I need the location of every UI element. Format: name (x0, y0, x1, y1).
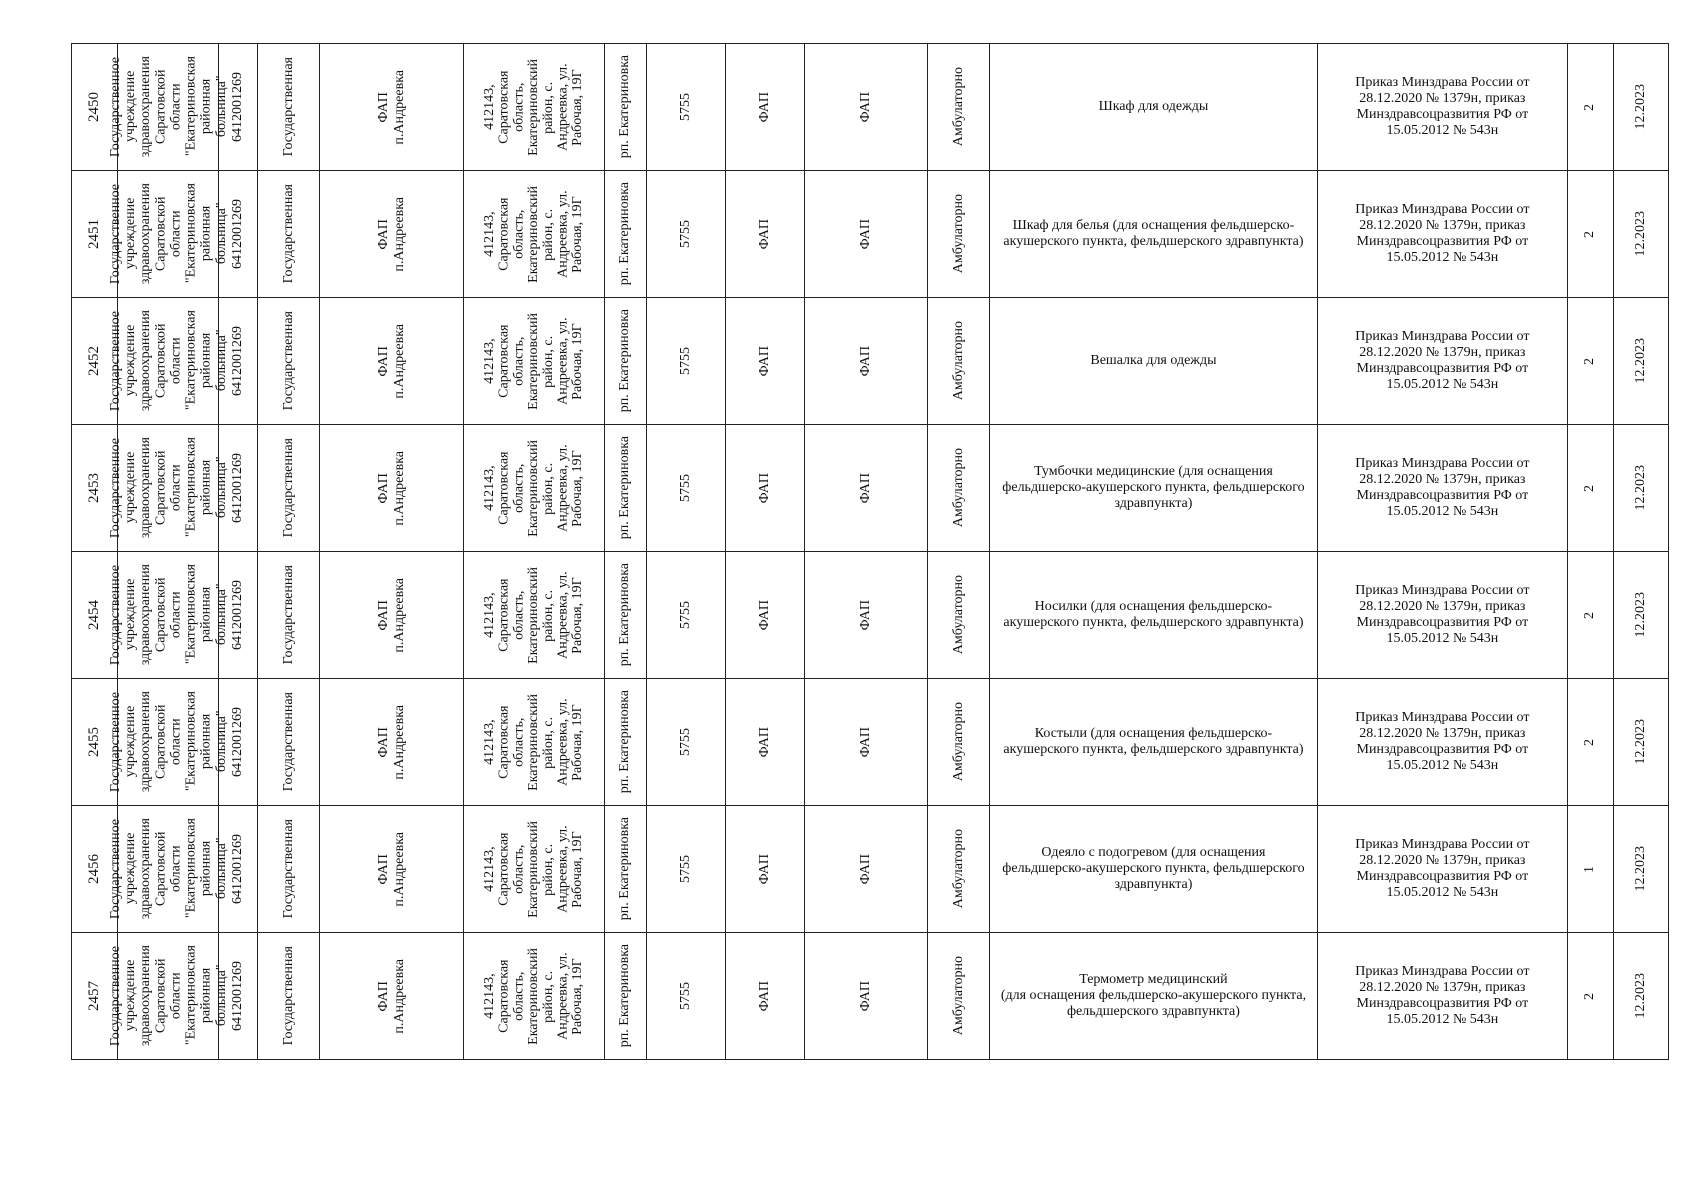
care-mode-cell (928, 171, 990, 298)
ownership-form-cell (258, 44, 320, 171)
ownership-form-cell (258, 298, 320, 425)
unit-type-text: ФАП (756, 345, 772, 377)
care-mode-text: Амбулаторно (950, 194, 966, 274)
organization-text: Государственное учреждение здравоохранения Саратовской области "Екатериновская районная больница" (107, 56, 229, 158)
due-date-text: 12.2023 (1632, 973, 1648, 1019)
legal-basis-cell: Приказ Минздрава России от 28.12.2020 № 1379н, приказ Минздравсоцразвития РФ от 15.05.2012 № 543н (1317, 933, 1567, 1060)
inn-text: 6412001269 (230, 326, 246, 396)
legal-basis-cell: Приказ Минздрава России от 28.12.2020 № 1379н, приказ Минздравсоцразвития РФ от 15.05.2012 № 543н (1317, 425, 1567, 552)
code-text: 5755 (677, 982, 693, 1010)
due-date-cell (1613, 171, 1668, 298)
ownership-form-cell (258, 552, 320, 679)
unit-name-text: ФАП п.Андреевка (375, 450, 407, 526)
legal-basis-cell: Приказ Минздрава России от 28.12.2020 № 1379н, приказ Минздравсоцразвития РФ от 15.05.2012 № 543н (1317, 171, 1567, 298)
care-mode-cell (928, 806, 990, 933)
unit-name-text: ФАП п.Андреевка (375, 831, 407, 907)
due-date-cell (1613, 44, 1668, 171)
legal-basis-cell: Приказ Минздрава России от 28.12.2020 № 1379н, приказ Минздравсоцразвития РФ от 15.05.2012 № 543н (1317, 552, 1567, 679)
code-text: 5755 (677, 347, 693, 375)
organization-cell (107, 298, 229, 425)
care-mode-text: Амбулаторно (950, 575, 966, 655)
care-mode-cell (928, 679, 990, 806)
table-row (72, 933, 1669, 1060)
inn-text: 6412001269 (230, 580, 246, 650)
unit-name-cell (320, 425, 464, 552)
care-mode-cell (928, 298, 990, 425)
unit-subtype-cell (804, 933, 928, 1060)
unit-name-cell (320, 806, 464, 933)
unit-type-cell (725, 552, 804, 679)
code-cell (646, 44, 725, 171)
unit-name-text: ФАП п.Андреевка (375, 69, 407, 145)
ownership-form-cell (258, 933, 320, 1060)
equipment-name-cell: Шкаф для белья (для оснащения фельдшерско-акушерского пункта, фельдшерского здравпункта) (990, 171, 1317, 298)
address-text: 412143, Саратовская область, Екатериновский район, с. Андреевка, ул. Рабочая, 19Г (482, 439, 586, 537)
unit-type-text: ФАП (756, 472, 772, 504)
inn-text: 6412001269 (230, 707, 246, 777)
ownership-form-cell (258, 171, 320, 298)
quantity-cell (1568, 44, 1614, 171)
due-date-text: 12.2023 (1632, 338, 1648, 384)
organization-cell (107, 171, 229, 298)
equipment-name-cell: Тумбочки медицинские (для оснащения фельдшерско-акушерского пункта, фельдшерского здравпункта) (990, 425, 1317, 552)
organization-text: Государственное учреждение здравоохранения Саратовской области "Екатериновская районная больница" (107, 437, 229, 539)
unit-type-cell (725, 425, 804, 552)
table-row (72, 552, 1669, 679)
unit-name-text: ФАП п.Андреевка (375, 704, 407, 780)
unit-subtype-text: ФАП (858, 599, 874, 631)
due-date-cell (1613, 552, 1668, 679)
table-row (72, 425, 1669, 552)
inn-text: 6412001269 (230, 199, 246, 269)
ownership-form-text: Государственная (280, 946, 296, 1046)
code-text: 5755 (677, 220, 693, 248)
ownership-form-cell (258, 679, 320, 806)
unit-name-cell (320, 552, 464, 679)
locality-text: рп. Екатериновка (617, 817, 633, 921)
quantity-text: 2 (1582, 230, 1598, 238)
locality-cell (605, 806, 646, 933)
due-date-text: 12.2023 (1632, 84, 1648, 130)
unit-type-cell (725, 806, 804, 933)
code-text: 5755 (677, 93, 693, 121)
unit-type-text: ФАП (756, 853, 772, 885)
unit-name-cell (320, 298, 464, 425)
row-number-text: 2454 (85, 600, 102, 630)
quantity-text: 2 (1582, 357, 1598, 365)
unit-name-cell (320, 44, 464, 171)
address-text: 412143, Саратовская область, Екатериновский район, с. Андреевка, ул. Рабочая, 19Г (482, 820, 586, 918)
unit-type-cell (725, 171, 804, 298)
care-mode-text: Амбулаторно (950, 702, 966, 782)
quantity-text: 2 (1582, 738, 1598, 746)
unit-name-text: ФАП п.Андреевка (375, 196, 407, 272)
care-mode-cell (928, 552, 990, 679)
due-date-text: 12.2023 (1632, 846, 1648, 892)
code-text: 5755 (677, 474, 693, 502)
address-cell (464, 44, 605, 171)
quantity-cell (1568, 171, 1614, 298)
unit-subtype-cell (804, 425, 928, 552)
locality-text: рп. Екатериновка (617, 182, 633, 286)
locality-cell (605, 679, 646, 806)
ownership-form-text: Государственная (280, 438, 296, 538)
due-date-text: 12.2023 (1632, 592, 1648, 638)
unit-subtype-text: ФАП (858, 91, 874, 123)
unit-type-text: ФАП (756, 218, 772, 250)
address-cell (464, 679, 605, 806)
unit-subtype-cell (804, 171, 928, 298)
address-cell (464, 298, 605, 425)
organization-cell (107, 806, 229, 933)
legal-basis-cell: Приказ Минздрава России от 28.12.2020 № 1379н, приказ Минздравсоцразвития РФ от 15.05.2012 № 543н (1317, 679, 1567, 806)
row-number-text: 2457 (85, 981, 102, 1011)
due-date-text: 12.2023 (1632, 465, 1648, 511)
table-row (72, 298, 1669, 425)
due-date-text: 12.2023 (1632, 211, 1648, 257)
locality-cell (605, 171, 646, 298)
quantity-cell (1568, 679, 1614, 806)
quantity-cell (1568, 425, 1614, 552)
unit-name-text: ФАП п.Андреевка (375, 323, 407, 399)
code-cell (646, 552, 725, 679)
legal-basis-cell: Приказ Минздрава России от 28.12.2020 № 1379н, приказ Минздравсоцразвития РФ от 15.05.2012 № 543н (1317, 298, 1567, 425)
code-cell (646, 425, 725, 552)
address-text: 412143, Саратовская область, Екатериновский район, с. Андреевка, ул. Рабочая, 19Г (482, 566, 586, 664)
row-number-text: 2451 (85, 219, 102, 249)
due-date-cell (1613, 933, 1668, 1060)
quantity-text: 2 (1582, 484, 1598, 492)
address-cell (464, 933, 605, 1060)
unit-type-cell (725, 44, 804, 171)
address-cell (464, 552, 605, 679)
quantity-text: 1 (1582, 865, 1598, 873)
address-text: 412143, Саратовская область, Екатериновский район, с. Андреевка, ул. Рабочая, 19Г (482, 312, 586, 410)
table-row (72, 44, 1669, 171)
equipment-name-cell: Шкаф для одежды (990, 44, 1317, 171)
address-text: 412143, Саратовская область, Екатериновский район, с. Андреевка, ул. Рабочая, 19Г (482, 947, 586, 1045)
quantity-cell (1568, 806, 1614, 933)
unit-subtype-text: ФАП (858, 853, 874, 885)
code-cell (646, 679, 725, 806)
care-mode-text: Амбулаторно (950, 321, 966, 401)
organization-text: Государственное учреждение здравоохранения Саратовской области "Екатериновская районная больница" (107, 945, 229, 1047)
care-mode-cell (928, 425, 990, 552)
unit-type-cell (725, 679, 804, 806)
unit-type-text: ФАП (756, 599, 772, 631)
locality-text: рп. Екатериновка (617, 309, 633, 413)
locality-cell (605, 44, 646, 171)
ownership-form-text: Государственная (280, 565, 296, 665)
care-mode-text: Амбулаторно (950, 67, 966, 147)
due-date-text: 12.2023 (1632, 719, 1648, 765)
ownership-form-text: Государственная (280, 692, 296, 792)
address-text: 412143, Саратовская область, Екатериновский район, с. Андреевка, ул. Рабочая, 19Г (482, 185, 586, 283)
unit-name-text: ФАП п.Андреевка (375, 958, 407, 1034)
code-text: 5755 (677, 855, 693, 883)
ownership-form-text: Государственная (280, 57, 296, 157)
locality-cell (605, 425, 646, 552)
unit-subtype-text: ФАП (858, 218, 874, 250)
code-text: 5755 (677, 601, 693, 629)
code-text: 5755 (677, 728, 693, 756)
quantity-text: 2 (1582, 992, 1598, 1000)
inn-text: 6412001269 (230, 453, 246, 523)
locality-text: рп. Екатериновка (617, 690, 633, 794)
table-row (72, 171, 1669, 298)
ownership-form-text: Государственная (280, 184, 296, 284)
row-number-text: 2455 (85, 727, 102, 757)
code-cell (646, 806, 725, 933)
legal-basis-cell: Приказ Минздрава России от 28.12.2020 № 1379н, приказ Минздравсоцразвития РФ от 15.05.2012 № 543н (1317, 806, 1567, 933)
inn-text: 6412001269 (230, 961, 246, 1031)
organization-text: Государственное учреждение здравоохранения Саратовской области "Екатериновская районная больница" (107, 691, 229, 793)
address-text: 412143, Саратовская область, Екатериновский район, с. Андреевка, ул. Рабочая, 19Г (482, 693, 586, 791)
ownership-form-text: Государственная (280, 311, 296, 411)
unit-subtype-cell (804, 679, 928, 806)
row-number-text: 2452 (85, 346, 102, 376)
due-date-cell (1613, 298, 1668, 425)
unit-name-cell (320, 679, 464, 806)
inn-text: 6412001269 (230, 834, 246, 904)
unit-name-cell (320, 171, 464, 298)
locality-text: рп. Екатериновка (617, 563, 633, 667)
address-cell (464, 806, 605, 933)
row-number-text: 2456 (85, 854, 102, 884)
code-cell (646, 933, 725, 1060)
equipment-name-cell: Носилки (для оснащения фельдшерско-акушерского пункта, фельдшерского здравпункта) (990, 552, 1317, 679)
quantity-cell (1568, 552, 1614, 679)
unit-subtype-cell (804, 298, 928, 425)
unit-type-cell (725, 933, 804, 1060)
ownership-form-text: Государственная (280, 819, 296, 919)
quantity-cell (1568, 933, 1614, 1060)
due-date-cell (1613, 806, 1668, 933)
unit-subtype-text: ФАП (858, 726, 874, 758)
locality-text: рп. Екатериновка (617, 436, 633, 540)
row-number-text: 2453 (85, 473, 102, 503)
code-cell (646, 171, 725, 298)
code-cell (646, 298, 725, 425)
care-mode-text: Амбулаторно (950, 956, 966, 1036)
equipment-name-cell: Костыли (для оснащения фельдшерско-акушерского пункта, фельдшерского здравпункта) (990, 679, 1317, 806)
unit-type-cell (725, 298, 804, 425)
equipment-name-cell: Вешалка для одежды (990, 298, 1317, 425)
unit-type-text: ФАП (756, 980, 772, 1012)
care-mode-cell (928, 44, 990, 171)
care-mode-cell (928, 933, 990, 1060)
organization-text: Государственное учреждение здравоохранения Саратовской области "Екатериновская районная больница" (107, 818, 229, 920)
unit-type-text: ФАП (756, 91, 772, 123)
unit-subtype-text: ФАП (858, 345, 874, 377)
unit-subtype-cell (804, 552, 928, 679)
unit-subtype-text: ФАП (858, 980, 874, 1012)
quantity-text: 2 (1582, 103, 1598, 111)
unit-subtype-cell (804, 44, 928, 171)
unit-subtype-text: ФАП (858, 472, 874, 504)
locality-cell (605, 298, 646, 425)
ownership-form-cell (258, 806, 320, 933)
unit-name-text: ФАП п.Андреевка (375, 577, 407, 653)
table-row (72, 806, 1669, 933)
unit-type-text: ФАП (756, 726, 772, 758)
organization-cell (107, 44, 229, 171)
quantity-text: 2 (1582, 611, 1598, 619)
equipment-register-table (71, 43, 1669, 1060)
organization-cell (107, 933, 229, 1060)
unit-name-cell (320, 933, 464, 1060)
ownership-form-cell (258, 425, 320, 552)
address-text: 412143, Саратовская область, Екатериновский район, с. Андреевка, ул. Рабочая, 19Г (482, 58, 586, 156)
organization-cell (107, 679, 229, 806)
locality-text: рп. Екатериновка (617, 944, 633, 1048)
organization-text: Государственное учреждение здравоохранения Саратовской области "Екатериновская районная больница" (107, 310, 229, 412)
address-cell (464, 171, 605, 298)
locality-cell (605, 933, 646, 1060)
due-date-cell (1613, 679, 1668, 806)
organization-cell (107, 552, 229, 679)
organization-text: Государственное учреждение здравоохранения Саратовской области "Екатериновская районная больница" (107, 183, 229, 285)
due-date-cell (1613, 425, 1668, 552)
inn-text: 6412001269 (230, 72, 246, 142)
unit-subtype-cell (804, 806, 928, 933)
quantity-cell (1568, 298, 1614, 425)
care-mode-text: Амбулаторно (950, 448, 966, 528)
equipment-name-cell: Одеяло с подогревом (для оснащения фельдшерско-акушерского пункта, фельдшерского здравпункта) (990, 806, 1317, 933)
row-number-text: 2450 (85, 92, 102, 122)
organization-text: Государственное учреждение здравоохранения Саратовской области "Екатериновская районная больница" (107, 564, 229, 666)
locality-cell (605, 552, 646, 679)
legal-basis-cell: Приказ Минздрава России от 28.12.2020 № 1379н, приказ Минздравсоцразвития РФ от 15.05.2012 № 543н (1317, 44, 1567, 171)
care-mode-text: Амбулаторно (950, 829, 966, 909)
organization-cell (107, 425, 229, 552)
address-cell (464, 425, 605, 552)
locality-text: рп. Екатериновка (617, 55, 633, 159)
table-row (72, 679, 1669, 806)
equipment-name-cell: Термометр медицинский (для оснащения фельдшерско-акушерского пункта, фельдшерского здравпункта) (990, 933, 1317, 1060)
